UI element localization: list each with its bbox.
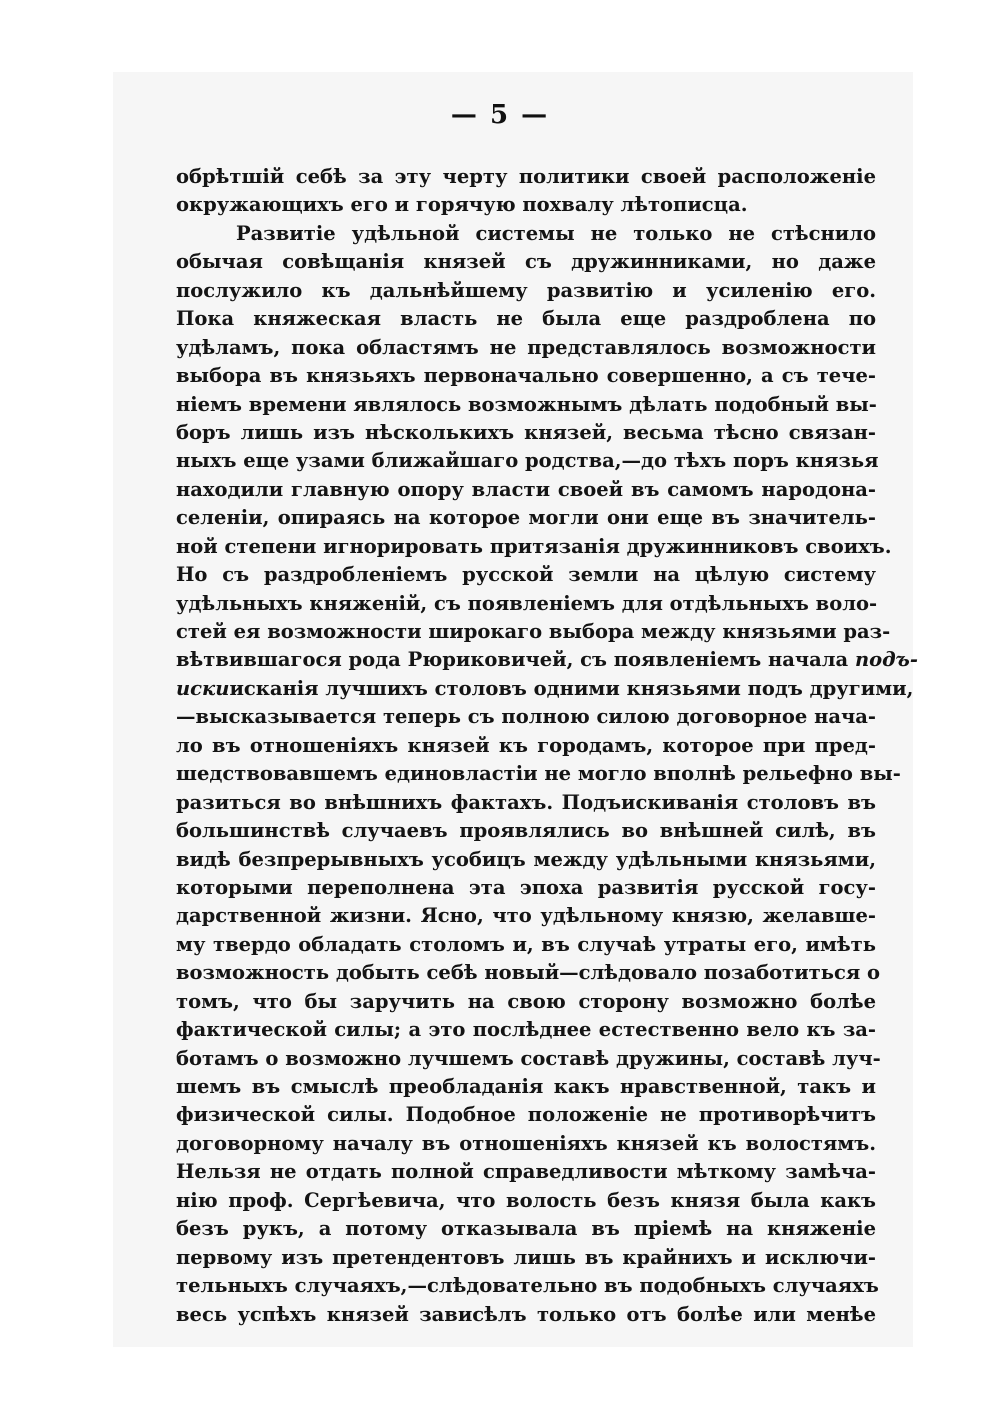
text-line: ныхъ еще узами ближайшаго родства,—до тѣхъ поръ князья	[176, 449, 879, 473]
text-segment: вѣтвившагося рода Рюриковичей, съ появленіемъ начала	[176, 648, 849, 672]
text-line: Пока княжеская власть не была еще раздроблена по	[176, 307, 876, 331]
text-line: обрѣтшій себѣ за эту черту политики своей расположеніе	[176, 165, 876, 188]
text-line: первому изъ претендентовъ лишь въ крайнихъ и исключи-	[176, 1245, 876, 1269]
text-line: находили главную опору власти своей въ самомъ народона-	[176, 477, 876, 501]
text-line: ной степени игнорировать притязанія дружинниковъ своихъ.	[176, 534, 892, 558]
text-line: фактической силы; а это послѣднее естественно вело къ за-	[176, 1018, 876, 1042]
text-line: ло въ отношеніяхъ князей къ городамъ, которое при пред-	[176, 733, 876, 757]
text-line: селеніи, опираясь на которое могли они еще въ значитель-	[176, 506, 876, 530]
text-line: видѣ безпрерывныхъ усобицъ между удѣльными князьями,	[176, 847, 876, 871]
text-line-with-italic	[176, 675, 914, 703]
text-line: дарственной жизни. Ясно, что удѣльному князю, желавше-	[176, 904, 876, 928]
body-text	[176, 163, 918, 1329]
text-line: му твердо обладать столомъ и, въ случаѣ утраты его, имѣть	[176, 932, 876, 956]
text-line: обычая совѣщанія князей съ дружинниками, но даже	[176, 250, 876, 274]
text-line: большинствѣ случаевъ проявлялись во внѣшней силѣ, въ	[176, 819, 876, 843]
text-line: боръ лишь изъ нѣсколькихъ князей, весьма тѣсно связан-	[176, 420, 876, 444]
text-line: томъ, что бы заручить на свою сторону возможно болѣе	[176, 989, 876, 1013]
text-line: которыми переполнена эта эпоха развитія русской госу-	[176, 875, 876, 899]
text-line: Нельзя не отдать полной справедливости мѣткому замѣча-	[176, 1160, 876, 1184]
text-line: стей ея возможности широкаго выбора между князьями раз-	[176, 620, 891, 643]
text-line: возможность добыть себѣ новый—слѣдовало позаботиться о	[176, 961, 881, 985]
text-line: ботамъ о возможно лучшемъ составѣ дружины, составѣ луч-	[176, 1046, 881, 1070]
text-line: договорному началу въ отношеніяхъ князей къ волостямъ.	[176, 1131, 876, 1155]
text-line: весь успѣхъ князей зависѣлъ только отъ болѣе или менѣе	[176, 1302, 876, 1326]
text-line-with-italic	[176, 646, 918, 674]
text-line: выбора въ князьяхъ первоначально совершенно, а съ тече-	[176, 364, 876, 388]
text-line: окружающихъ его и горячую похвалу лѣтописца.	[176, 193, 748, 217]
text-line: физической силы. Подобное положеніе не противорѣчитъ	[176, 1103, 876, 1127]
text-line: тельныхъ случаяхъ,—слѣдовательно въ подобныхъ случаяхъ	[176, 1274, 879, 1298]
italic-word: подъ-	[854, 648, 918, 672]
text-line: удѣльныхъ княженій, съ появленіемъ для отдѣльныхъ воло-	[176, 591, 878, 615]
text-segment: исканія лучшихъ столовъ одними князьями подъ другими,	[229, 676, 914, 700]
text-line: ніемъ времени являлось возможнымъ дѣлать подобный вы-	[176, 392, 877, 416]
text-line: Развитіе удѣльной системы не только не стѣснило	[236, 221, 876, 245]
text-line: шедствовавшемъ единовластіи не могло вполнѣ рельефно вы-	[176, 762, 901, 786]
text-line: удѣламъ, пока областямъ не представлялось возможности	[176, 335, 876, 359]
text-line: шемъ въ смыслѣ преобладанія какъ нравственной, такъ и	[176, 1075, 876, 1098]
text-line: нію проф. Сергѣевича, что волость безъ князя была какъ	[176, 1188, 876, 1212]
italic-word: иски	[176, 676, 230, 700]
text-line: Но съ раздробленіемъ русской земли на цѣлую систему	[176, 563, 876, 587]
text-line: разиться во внѣшнихъ фактахъ. Подъискиванія столовъ въ	[176, 790, 876, 814]
text-line: безъ рукъ, а потому отказывала въ пріемѣ на княженіе	[176, 1217, 876, 1241]
page-number: — 5 —	[450, 100, 550, 130]
text-line: послужило къ дальнѣйшему развитію и усиленію его.	[176, 278, 876, 302]
text-line: —высказывается теперь съ полною силою договорное нача-	[176, 705, 876, 729]
